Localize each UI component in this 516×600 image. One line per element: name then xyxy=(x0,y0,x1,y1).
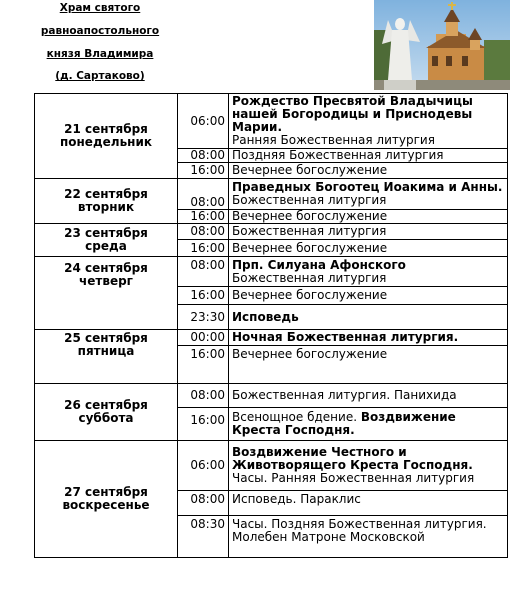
event-title: Рождество Пресвятой Владычицы нашей Богородицы и Приснодевы Марии. xyxy=(232,94,473,134)
time-cell: 06:00 xyxy=(178,94,229,149)
event-text: Вечернее богослужение xyxy=(229,346,508,384)
service-schedule-table xyxy=(34,93,508,558)
time-cell: 16:00 xyxy=(178,210,229,224)
event-text: Божественная литургия xyxy=(229,224,508,240)
event-text: Божественная литургия. Панихида xyxy=(229,384,508,408)
day-cell xyxy=(35,441,178,558)
event-title: Ночная Божественная литургия. xyxy=(229,330,508,346)
table-row xyxy=(35,384,508,408)
date-label: 25 сентября xyxy=(64,331,148,345)
event-title: Исповедь xyxy=(229,305,508,330)
event-text: Всенощное бдение. xyxy=(232,410,358,424)
weekday-label: воскресенье xyxy=(62,498,150,512)
event-text: Вечернее богослужение xyxy=(229,240,508,257)
event-text: Божественная литургия xyxy=(232,193,387,207)
day-cell xyxy=(35,224,178,257)
day-cell xyxy=(35,94,178,179)
event-text: Поздняя Божественная литургия xyxy=(229,149,508,163)
event-cell xyxy=(229,408,508,441)
event-text: Вечернее богослужение xyxy=(229,287,508,305)
event-title: Воздвижение Честного и Животворящего Креста Господня. xyxy=(232,445,473,472)
table-row xyxy=(35,224,508,240)
event-title: Воздвижение Креста Господня. xyxy=(232,410,456,437)
weekday-label: вторник xyxy=(77,200,135,214)
time-cell: 16:00 xyxy=(178,287,229,305)
time-cell: 16:00 xyxy=(178,346,229,384)
table-row xyxy=(35,441,508,491)
event-text: Вечернее богослужение xyxy=(229,210,508,224)
day-cell xyxy=(35,179,178,224)
date-label: 22 сентября xyxy=(64,187,148,201)
time-cell: 16:00 xyxy=(178,240,229,257)
event-text: Ранняя Божественная литургия xyxy=(232,133,435,147)
time-cell: 08:00 xyxy=(178,179,229,210)
table-row xyxy=(35,257,508,287)
day-cell xyxy=(35,257,178,330)
weekday-label: суббота xyxy=(78,411,134,425)
time-cell: 08:00 xyxy=(178,224,229,240)
date-label: 24 сентября xyxy=(64,261,148,275)
event-cell xyxy=(229,516,508,558)
date-label: 23 сентября xyxy=(64,226,148,240)
event-text-2: Молебен Матроне Московской xyxy=(232,530,425,544)
date-label: 26 сентября xyxy=(64,398,148,412)
time-cell: 08:00 xyxy=(178,384,229,408)
weekday-label: четверг xyxy=(79,274,133,288)
date-label: 27 сентября xyxy=(64,485,148,499)
event-text: Божественная литургия xyxy=(232,270,387,285)
event-text: Вечернее богослужение xyxy=(229,163,508,179)
time-cell: 16:00 xyxy=(178,163,229,179)
event-title: Прп. Силуана Афонского xyxy=(232,257,406,272)
header-line-3: князя Владимира xyxy=(46,48,154,60)
event-title: Праведных Богоотец Иоакима и Анны. xyxy=(232,180,503,194)
event-text: Исповедь. Параклис xyxy=(229,491,508,516)
weekday-label: среда xyxy=(85,239,127,253)
event-cell xyxy=(229,257,508,287)
header-line-4: (д. Сартаково) xyxy=(55,70,145,82)
time-cell: 08:30 xyxy=(178,516,229,558)
time-cell: 06:00 xyxy=(178,441,229,491)
church-angel-photo xyxy=(374,0,510,90)
weekday-label: понедельник xyxy=(59,135,152,149)
time-cell: 00:00 xyxy=(178,330,229,346)
event-cell xyxy=(229,441,508,491)
time-cell: 16:00 xyxy=(178,408,229,441)
event-cell xyxy=(229,94,508,149)
time-cell: 08:00 xyxy=(178,257,229,287)
table-row xyxy=(35,330,508,346)
time-cell: 08:00 xyxy=(178,149,229,163)
day-cell xyxy=(35,330,178,384)
header-line-2: равноапостольного xyxy=(40,25,160,37)
church-photo-svg xyxy=(374,0,510,90)
header-line-1: Храм святого xyxy=(59,2,141,14)
event-text: Часы. Поздняя Божественная литургия. xyxy=(232,517,487,531)
event-cell xyxy=(229,179,508,210)
event-text: Часы. Ранняя Божественная литургия xyxy=(232,471,475,485)
time-cell: 08:00 xyxy=(178,491,229,516)
time-cell: 23:30 xyxy=(178,305,229,330)
day-cell xyxy=(35,384,178,441)
table-row xyxy=(35,179,508,210)
weekday-label: пятница xyxy=(77,344,135,358)
table-row xyxy=(35,94,508,149)
date-label: 21 сентября xyxy=(64,122,148,136)
